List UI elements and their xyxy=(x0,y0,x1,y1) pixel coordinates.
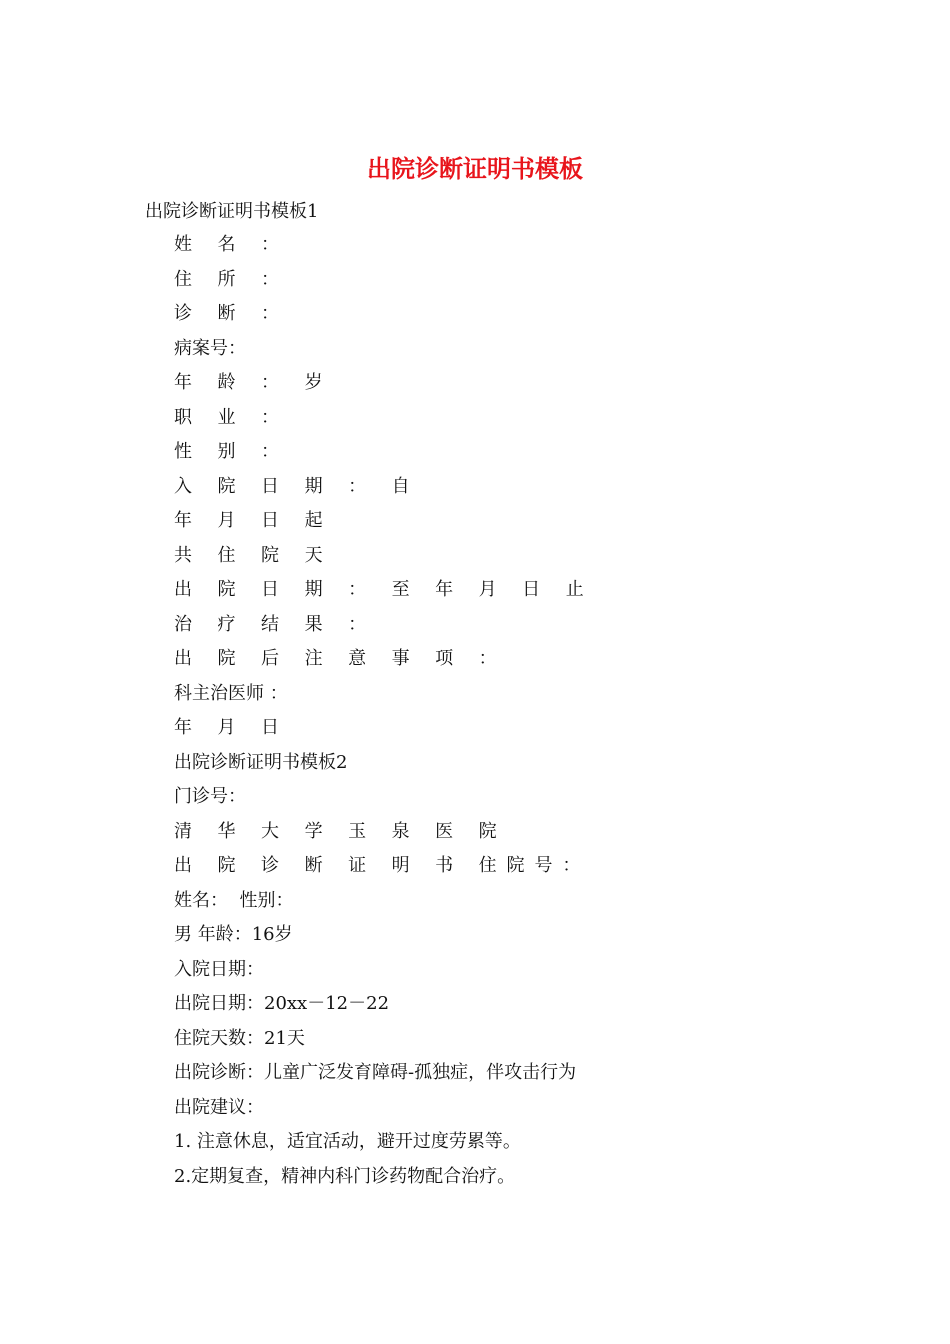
document-line: 年 月 日 起 xyxy=(174,510,333,531)
document-line: 住院天数：21天 xyxy=(174,1027,305,1049)
document-line: 出院诊断：儿童广泛发育障碍-孤独症，伴攻击行为 xyxy=(174,1062,577,1083)
document-line: 姓名： 性别： xyxy=(174,889,294,911)
document-line: 共 住 院 天 xyxy=(174,544,333,566)
document-line: 出 院 日 期 ： 至 年 月 日 止 xyxy=(174,579,594,600)
document-line: 职 业 ： xyxy=(174,406,289,428)
document-line: 门诊号： xyxy=(174,786,246,807)
document-line: 出院诊断证明书模板2 xyxy=(174,751,348,773)
document-line: 年 月 日 xyxy=(174,717,289,738)
certificate-lines xyxy=(174,231,594,1197)
document-line: 1. 注意休息，适宜活动，避开过度劳累等。 xyxy=(174,1131,521,1152)
document-line: 诊 断 ： xyxy=(174,303,289,324)
document-line: 出院日期：20xx－12－22 xyxy=(174,993,390,1014)
document-line: 入 院 日 期 ： 自 xyxy=(174,475,420,497)
document-line: 治 疗 结 果 ： xyxy=(174,613,376,635)
document-title: 出院诊断证明书模板 xyxy=(367,154,583,183)
document-line: 科主治医师 ： xyxy=(174,682,288,704)
template-1-heading: 出院诊断证明书模板1 xyxy=(145,201,319,222)
document-line: 姓 名 ： xyxy=(174,234,289,255)
document-line: 出 院 后 注 意 事 项 ： xyxy=(174,648,507,669)
document-line: 出院建议： xyxy=(174,1096,264,1118)
document-line: 出 院 诊 断 证 明 书 住院号： xyxy=(174,855,591,876)
document-line: 清 华 大 学 玉 泉 医 院 xyxy=(174,820,507,842)
document-line: 住 所 ： xyxy=(174,268,289,290)
document-line: 2.定期复查，精神内科门诊药物配合治疗。 xyxy=(174,1165,516,1187)
document-line: 病案号： xyxy=(174,337,246,359)
document-line: 年 龄 ： 岁 xyxy=(174,372,333,393)
document-line: 男 年龄：16岁 xyxy=(174,924,293,945)
document-line: 性 别 ： xyxy=(174,441,289,462)
document-line: 入院日期： xyxy=(174,958,264,980)
